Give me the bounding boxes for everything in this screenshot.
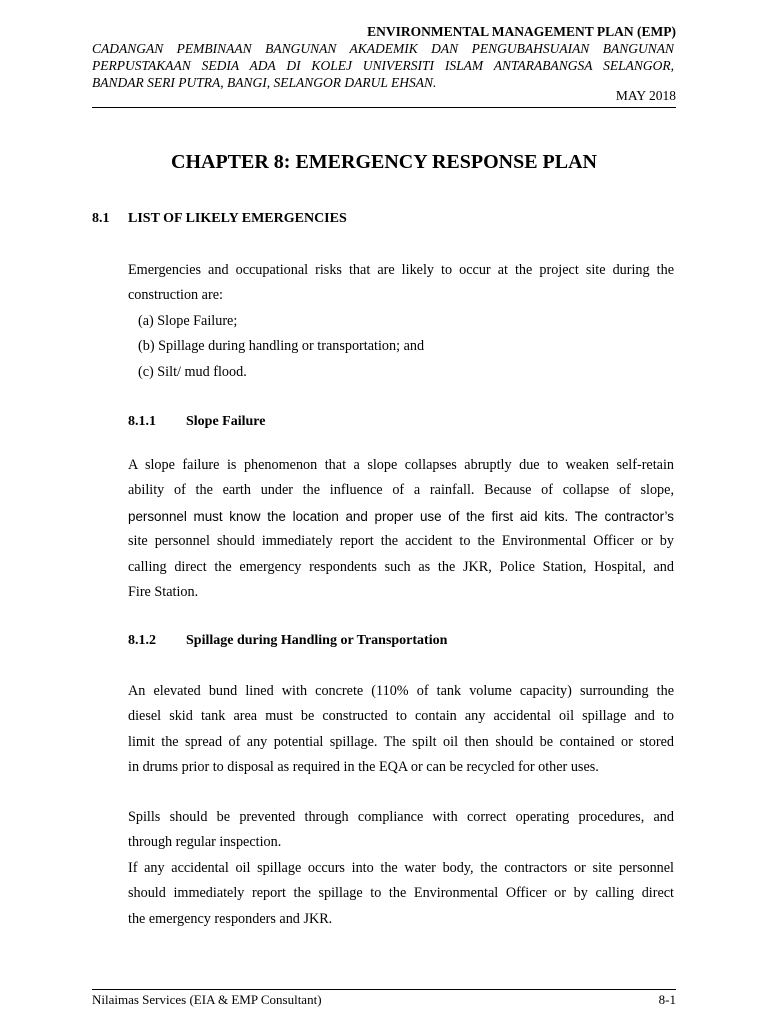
intro-paragraph — [128, 258, 674, 309]
subsection-number: 8.1.2 — [128, 633, 156, 648]
paragraph-line: Spills should be prevented through compliance with correct operating procedures, and — [128, 809, 674, 825]
paragraph-line: should immediately report the spillage to the Environmental Officer or by calling direct — [128, 885, 674, 902]
footer-company: Nilaimas Services (EIA & EMP Consultant) — [92, 992, 322, 1007]
list-item: (b) Spillage during handling or transportation; and — [138, 338, 425, 355]
header-title: ENVIRONMENTAL MANAGEMENT PLAN (EMP) — [367, 24, 676, 39]
slope-failure-paragraph — [128, 453, 674, 605]
paragraph-line: Emergencies and occupational risks that are likely to occur at the project site during the — [128, 262, 674, 278]
paragraph-line: An elevated bund lined with concrete (110% of tank volume capacity) surrounding the — [128, 683, 674, 699]
paragraph-line: limit the spread of any potential spillage. The spilt oil then should be contained or stored — [128, 733, 674, 750]
chapter-title: CHAPTER 8: EMERGENCY RESPONSE PLAN — [171, 151, 597, 173]
paragraph-line: diesel skid tank area must be constructed to contain any accidental oil spillage and to — [128, 708, 674, 725]
list-item: (a) Slope Failure; — [138, 313, 238, 329]
subsection-number: 8.1.1 — [128, 414, 156, 429]
header-subtitle-line: PERPUSTAKAAN SEDIA ADA DI KOLEJ UNIVERSITI ISLAM ANTARABANGSA SELANGOR, — [92, 58, 674, 73]
header-subtitle — [92, 40, 674, 91]
page-number: 8-1 — [658, 992, 676, 1007]
section-heading-8-1 — [92, 211, 347, 227]
paragraph-line: calling direct the emergency respondents such as the JKR, Police Station, Hospital, and — [128, 558, 674, 575]
footer-divider — [92, 989, 676, 990]
spillage-paragraph-1 — [128, 679, 674, 781]
section-title: LIST OF LIKELY EMERGENCIES — [128, 211, 347, 226]
paragraph-line: Fire Station. — [128, 583, 199, 600]
spillage-paragraph-2 — [128, 805, 674, 932]
subsection-title: Slope Failure — [186, 414, 266, 429]
header-subtitle-line: BANDAR SERI PUTRA, BANGI, SELANGOR DARUL EHSAN. — [92, 75, 437, 90]
header-date: MAY 2018 — [615, 88, 676, 103]
paragraph-line: If any accidental oil spillage occurs into the water body, the contractors or site personnel — [128, 859, 674, 876]
paragraph-line: ability of the earth under the influence of a rainfall. Because of collapse of slope, — [128, 482, 674, 499]
paragraph-line: through regular inspection. — [128, 834, 282, 851]
paragraph-line: site personnel should immediately report the accident to the Environmental Officer or by — [128, 533, 674, 550]
paragraph-line: in drums prior to disposal as required in the EQA or can be recycled for other uses. — [128, 759, 599, 776]
paragraph-line: A slope failure is phenomenon that a slope collapses abruptly due to weaken self-retain — [128, 457, 674, 473]
subsection-title: Spillage during Handling or Transportation — [186, 633, 448, 648]
header-subtitle-line: CADANGAN PEMBINAAN BANGUNAN AKADEMIK DAN PENGUBAHSUAIAN BANGUNAN — [92, 41, 674, 56]
list-item: (c) Silt/ mud flood. — [138, 363, 247, 380]
paragraph-line: construction are: — [128, 287, 223, 304]
emergency-list — [138, 309, 424, 385]
subsection-heading-8-1-1 — [128, 414, 265, 430]
header-divider — [92, 107, 676, 108]
paragraph-line: personnel must know the location and proper use of the first aid kits. The contractor’s — [128, 508, 674, 524]
paragraph-line: the emergency responders and JKR. — [128, 910, 333, 927]
section-number: 8.1 — [92, 211, 110, 226]
subsection-heading-8-1-2 — [128, 633, 447, 649]
